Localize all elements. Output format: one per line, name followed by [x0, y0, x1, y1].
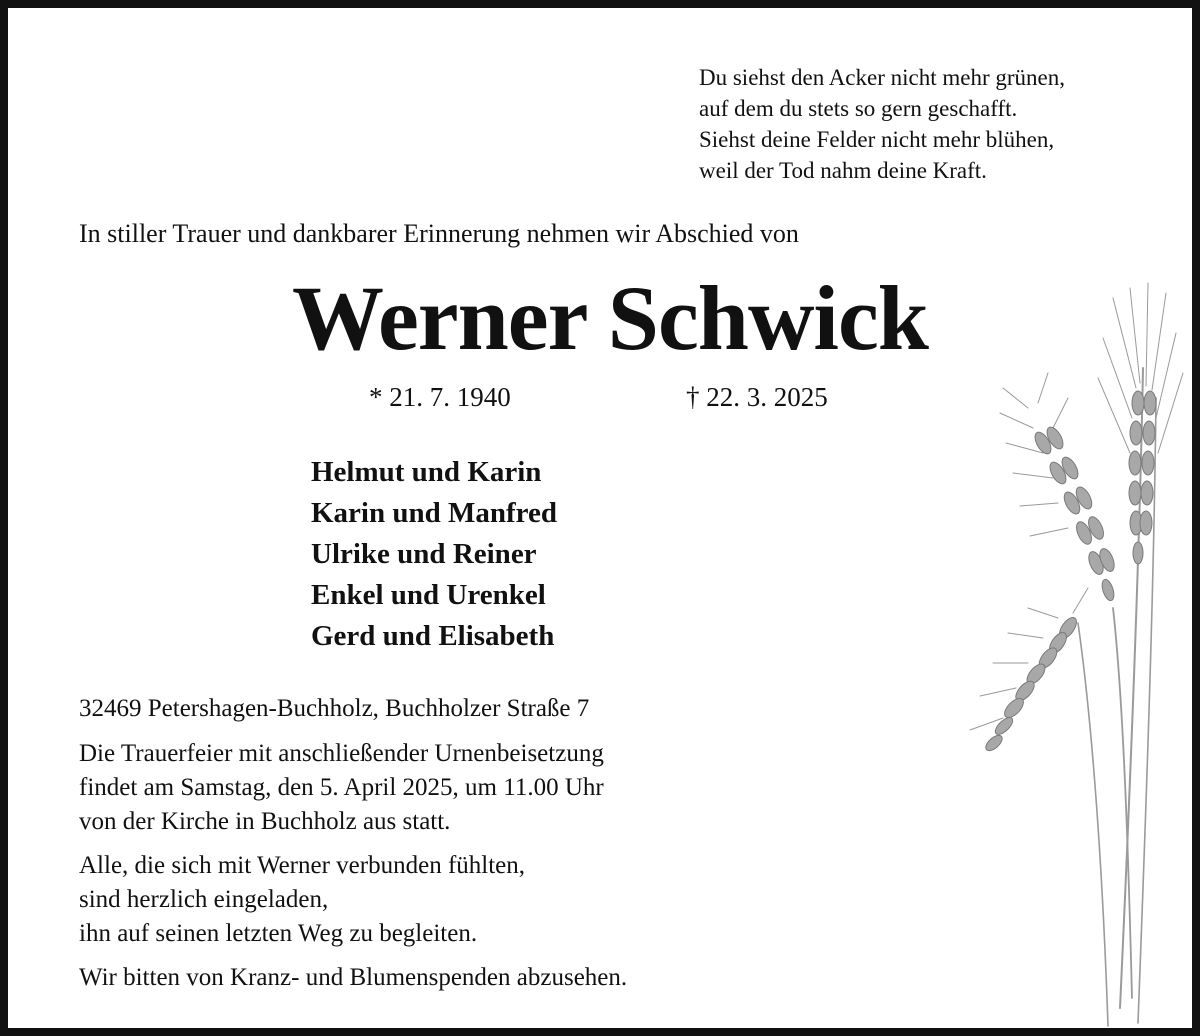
family-member: Ulrike und Reiner [311, 538, 537, 570]
family-list [311, 452, 557, 657]
ceremony-line: findet am Samstag, den 5. April 2025, um 11.00 Uhr [79, 774, 604, 801]
family-member: Gerd und Elisabeth [311, 620, 555, 652]
poem-line: Du siehst den Acker nicht mehr grünen, [699, 65, 1065, 90]
donation-request: Wir bitten von Kranz- und Blumenspenden abzusehen. [79, 964, 628, 991]
poem-line: weil der Tod nahm deine Kraft. [699, 158, 987, 183]
intro-text: In stiller Trauer und dankbarer Erinnerung nehmen wir Abschied von [79, 219, 799, 248]
invitation-line: ihn auf seinen letzten Weg zu begleiten. [79, 920, 478, 947]
poem-line: Siehst deine Felder nicht mehr blühen, [699, 127, 1055, 152]
ceremony-line: Die Trauerfeier mit anschließender Urnenbeisetzung [79, 740, 604, 767]
ceremony-line: von der Kirche in Buchholz aus statt. [79, 808, 451, 835]
invitation-line: sind herzlich eingeladen, [79, 886, 329, 913]
family-member: Enkel und Urenkel [311, 579, 546, 611]
ceremony-info [79, 737, 604, 839]
poem-line: auf dem du stets so gern geschafft. [699, 96, 1018, 121]
poem [699, 62, 1159, 186]
invitation-text [79, 849, 525, 951]
invitation-line: Alle, die sich mit Werner verbunden fühlten, [79, 852, 526, 879]
deceased-name-text: Werner Schwick [292, 267, 928, 369]
birth-date: * 21. 7. 1940 [369, 382, 511, 412]
family-member: Karin und Manfred [311, 497, 558, 529]
family-member: Helmut und Karin [311, 456, 542, 488]
death-date: † 22. 3. 2025 [686, 382, 828, 412]
wheat-illustration-icon [908, 278, 1198, 1036]
address: 32469 Petershagen-Buchholz, Buchholzer Straße 7 [79, 695, 590, 722]
